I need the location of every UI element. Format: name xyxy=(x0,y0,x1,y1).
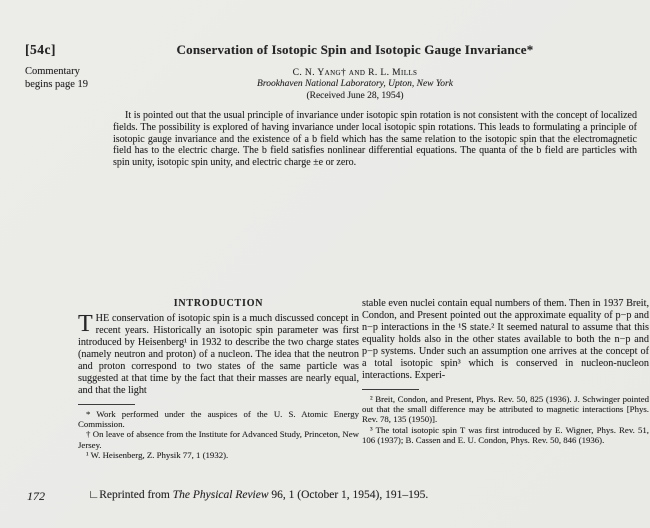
right-column xyxy=(362,298,649,445)
received-date: (Received June 28, 1954) xyxy=(306,91,404,101)
footnote-breit-condon-present-ref: ² Breit, Condon, and Present, Phys. Rev. 50, 825 (1936). J. Schwinger pointed out that the small difference may be attributed to magnetic interactions [Phys. Rev. 78, 135 (1950)]. xyxy=(362,394,649,425)
footnote-total-isotopic-spin-ref: ³ The total isotopic spin T was first introduced by E. Wigner, Phys. Rev. 51, 106 (1937); B. Cassen and E. U. Condon, Phys. Rev. 50, 846 (1936). xyxy=(362,424,649,445)
intro-paragraph-left-text: HE conservation of isotopic spin is a much discussed concept in recent years. Historically an isotopic spin parameter was first introduced by Heisenberg¹ in 1932 to describe the two charge states (namely neutron and proton) of a nucleon. The idea that the neutron and proton correspond to two states of the same particle was suggested at that time by the fact that their masses are nearly equal, and that the light xyxy=(78,313,359,396)
footnote-work-performed: * Work performed under the auspices of the U. S. Atomic Energy Commission. xyxy=(78,409,359,430)
reprint-citation-line xyxy=(88,489,428,501)
reprint-citation-suffix: 96, 1 (October 1, 1954), 191–195. xyxy=(268,489,429,501)
intro-paragraph-right: stable even nuclei contain equal numbers of them. Then in 1937 Breit, Condon, and Present pointed out the approximate equality of p−p and n−p interactions in the ¹S state.² It seemed natural to assume that this equality holds also in the other states available to both the n−p and p−p systems. Under such an assumption one arrives at the concept of a total isotopic spin³ which is conserved in nucleon-nucleon interactions. Experi- xyxy=(362,298,649,381)
reprint-journal-name: The Physical Review xyxy=(172,489,269,501)
margin-note xyxy=(25,42,97,91)
affiliation-line: Brookhaven National Laboratory, Upton, New York xyxy=(257,79,453,89)
intro-paragraph-left xyxy=(78,313,359,397)
page-number: 172 xyxy=(27,489,45,503)
authors-line: C. N. Yang† and R. L. Mills xyxy=(292,68,418,78)
document-id-label: [54c] xyxy=(25,42,56,57)
footnote-on-leave: † On leave of absence from the Institute for Advanced Study, Princeton, New Jersey. xyxy=(78,429,359,450)
footnote-heisenberg-ref: ¹ W. Heisenberg, Z. Physik 77, 1 (1932). xyxy=(86,449,229,460)
section-heading-introduction: INTRODUCTION xyxy=(173,298,264,309)
paper-header xyxy=(105,42,605,101)
footnote-rule-right xyxy=(362,389,419,390)
left-column xyxy=(78,298,359,460)
abstract: It is pointed out that the usual principle of invariance under isotopic spin rotation is not consistent with the concept of localized fields. The possibility is explored of having invariance under local isotopic spin rotations. This leads to formulating a principle of isotopic gauge invariance and the existence of a b field which has the same relation to the isotopic spin that the electromagnetic field has to the electric charge. The b field satisfies nonlinear differential equations. The quanta of the b field are particles with spin unity, isotopic spin unity, and electric charge ±e or zero. xyxy=(113,110,637,169)
paper-title: Conservation of Isotopic Spin and Isotopic Gauge Invariance* xyxy=(176,42,534,57)
dropcap-letter: T xyxy=(78,311,93,337)
footnote-rule-left xyxy=(78,404,135,405)
commentary-note: Commentary begins page 19 xyxy=(25,66,88,90)
reprint-corner-mark-and-prefix: ∟Reprinted from xyxy=(88,489,173,501)
